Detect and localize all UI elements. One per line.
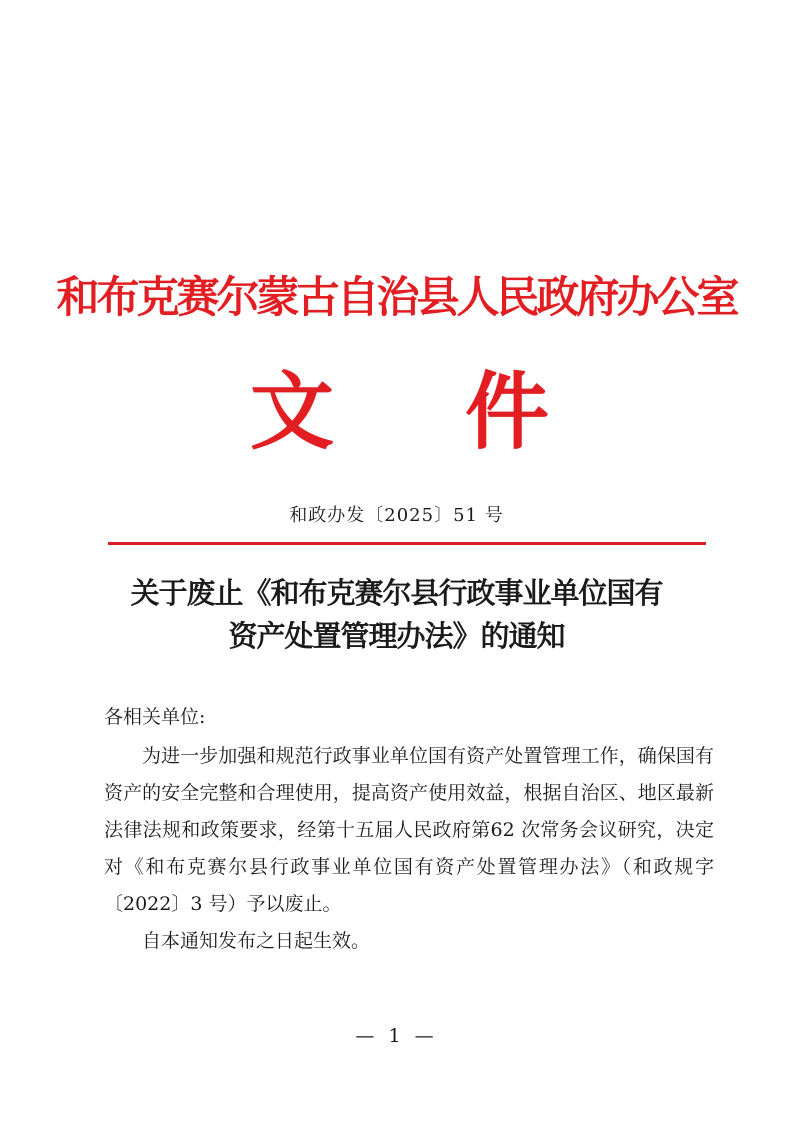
notice-title-line-1: 关于废止《和布克赛尔县行政事业单位国有 <box>130 576 663 610</box>
document-header-char-jian: 件 <box>465 362 550 461</box>
red-divider-line <box>108 542 706 545</box>
document-number: 和政办发〔2025〕51 号 <box>289 505 504 526</box>
body-paragraph-effective: 自本通知发布之日起生效。 <box>142 930 371 952</box>
body-paragraph-main: 为进一步加强和规范行政事业单位国有资产处置管理工作，确保国有资产的安全完整和合理使用，提高资产使用效益，根据自治区、地区最新法律法规和政策要求，经第十五届人民政府第62 次常务会议研究，决定对《和布克赛尔县行政事业单位国有资产处置管理办法》（和政规字〔2022〕3 号）予以废止。 <box>104 745 714 915</box>
page-number: — 1 — <box>355 1025 438 1047</box>
notice-body <box>104 738 714 960</box>
salutation: 各相关单位: <box>104 706 206 728</box>
notice-title <box>70 572 723 658</box>
document-header-label <box>0 362 793 462</box>
document-header-char-wen: 文 <box>250 362 335 461</box>
notice-title-line-2: 资产处置管理办法》的通知 <box>228 619 565 653</box>
issuing-organization: 和布克赛尔蒙古自治县人民政府办公室 <box>56 273 737 323</box>
